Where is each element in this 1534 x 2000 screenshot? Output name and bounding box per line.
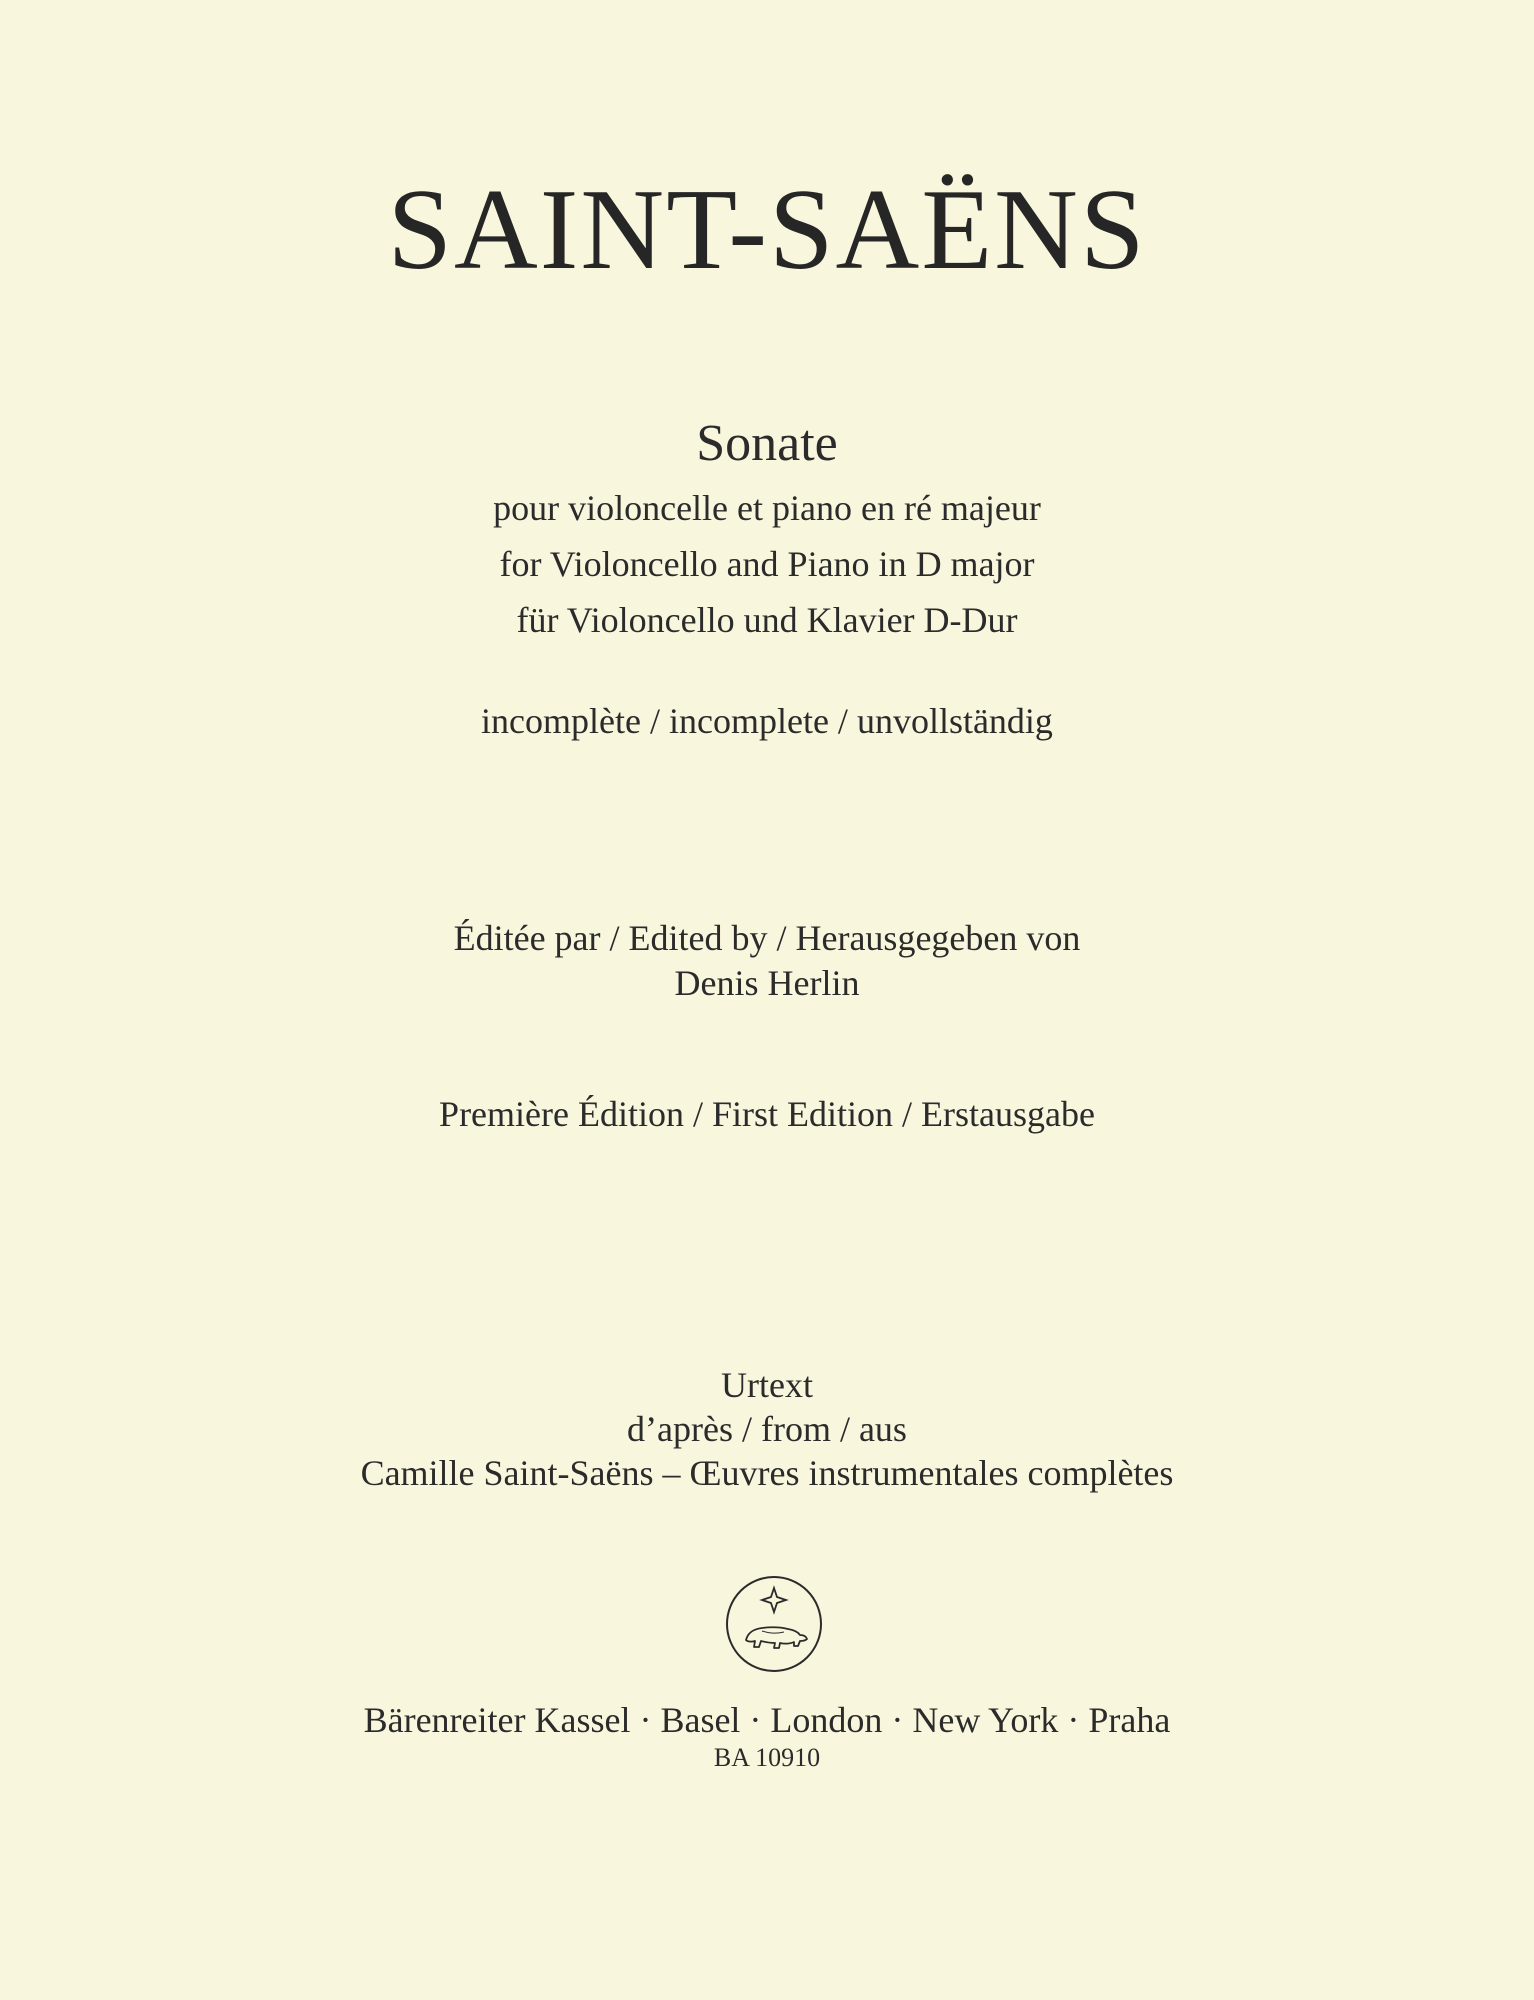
urtext-source: Camille Saint-Saëns – Œuvres instrumentales complètes	[360, 1453, 1174, 1493]
subtitle-german: für Violoncello und Klavier D-Dur	[516, 600, 1018, 640]
composer-name: SAINT-SAËNS	[387, 166, 1147, 294]
catalog-number: BA 10910	[713, 1743, 821, 1772]
subtitle-english: for Violoncello and Piano in D major	[499, 544, 1035, 584]
edition-note: Première Édition / First Edition / Erstausgabe	[439, 1094, 1095, 1134]
edited-by-label: Éditée par / Edited by / Herausgegeben von	[453, 918, 1081, 958]
urtext-from-label: d’après / from / aus	[627, 1409, 907, 1449]
work-title: Sonate	[696, 415, 838, 472]
subtitle-french: pour violoncelle et piano en ré majeur	[493, 488, 1041, 528]
urtext-label: Urtext	[721, 1365, 813, 1405]
editor-name: Denis Herlin	[674, 963, 860, 1003]
bear-star-logo-icon	[724, 1574, 824, 1674]
completeness-note: incomplète / incomplete / unvollständig	[481, 701, 1053, 741]
publisher-line: Bärenreiter Kassel · Basel · London · New York · Praha	[363, 1700, 1171, 1740]
